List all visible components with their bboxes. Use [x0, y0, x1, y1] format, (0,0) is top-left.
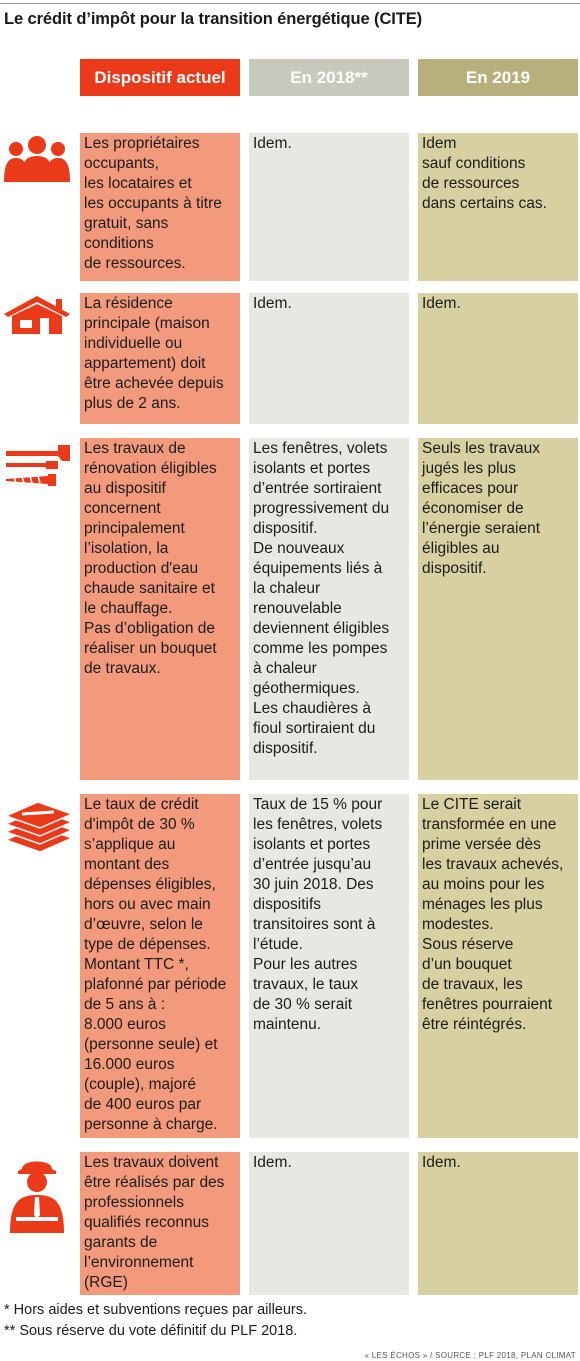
- cell-rate-current: Le taux de crédit d'impôt de 30 % s’applique au montant des dépenses éligibles, hors ou avec main d’œuvre, selon le type de dépenses. Montant TTC *, plafonné par période de 5 ans à : 8.000 euros (personne seule) et 16.000 euros (couple), majoré de 400 euros par personne à charge.: [80, 794, 240, 1138]
- top-rule: [0, 3, 580, 4]
- tools-icon: [2, 441, 74, 491]
- cell-rate-2019: Le CITE serait transformée en une prime versée dès les travaux achevés, au moins pour les ménages les plus modestes. Sous réserve d’un bouquet de travaux, les fenêtres pourraient être réintégrés.: [418, 794, 578, 1138]
- header-2019: En 2019: [418, 59, 578, 96]
- cell-residence-current: La résidence principale (maison individuelle ou appartement) doit être achevée depuis plus de 2 ans.: [80, 293, 240, 424]
- cell-rate-2018: Taux de 15 % pour les fenêtres, volets isolants et portes d’entrée jusqu’au 30 juin 2018. Des dispositifs transitoires sont à l’étude. Pour les autres travaux, le taux de 30 % serait maintenu.: [249, 794, 409, 1138]
- house-icon: [2, 294, 72, 336]
- cell-beneficiaries-current: Les propriétaires occupants, les locataires et les occupants à titre gratuit, sans conditions de ressources.: [80, 133, 240, 281]
- money-icon: [2, 800, 74, 858]
- cell-residence-2019: Idem.: [418, 293, 578, 424]
- source-credit: « LES ÉCHOS » / SOURCE : PLF 2018, PLAN CLIMAT: [364, 1351, 576, 1360]
- footnote-2: ** Sous réserve du vote définitif du PLF 2018.: [4, 1323, 298, 1339]
- cell-works-current: Les travaux de rénovation éligibles au dispositif concernent principalement l’isolation, la production d'eau chaude sanitaire et le chauffage. Pas d’obligation de réaliser un bouquet de travaux.: [80, 438, 240, 780]
- people-icon: [2, 134, 74, 184]
- page-title: Le crédit d’impôt pour la transition énergétique (CITE): [4, 10, 423, 28]
- cell-beneficiaries-2018: Idem.: [249, 133, 409, 281]
- cell-professionals-2019: Idem.: [418, 1152, 578, 1295]
- cell-works-2018: Les fenêtres, volets isolants et portes d’entrée sortiraient progressivement du dispositif. De nouveaux équipements liés à la chaleur renouvelable deviennent éligibles comme les pompes à chaleur géothermiques. Les chaudières à fioul sortiraient du dispositif.: [249, 438, 409, 780]
- worker-icon: [2, 1155, 72, 1235]
- cell-professionals-2018: Idem.: [249, 1152, 409, 1295]
- cell-residence-2018: Idem.: [249, 293, 409, 424]
- header-current: Dispositif actuel: [80, 59, 240, 96]
- cell-beneficiaries-2019: Idem sauf conditions de ressources dans certains cas.: [418, 133, 578, 281]
- footnote-1: * Hors aides et subventions reçues par ailleurs.: [4, 1302, 308, 1318]
- header-2018: En 2018**: [249, 59, 409, 96]
- cell-works-2019: Seuls les travaux jugés les plus efficaces pour économiser de l’énergie seraient éligibles au dispositif.: [418, 438, 578, 780]
- cell-professionals-current: Les travaux doivent être réalisés par des professionnels qualifiés reconnus garants de l’environnement (RGE): [80, 1152, 240, 1295]
